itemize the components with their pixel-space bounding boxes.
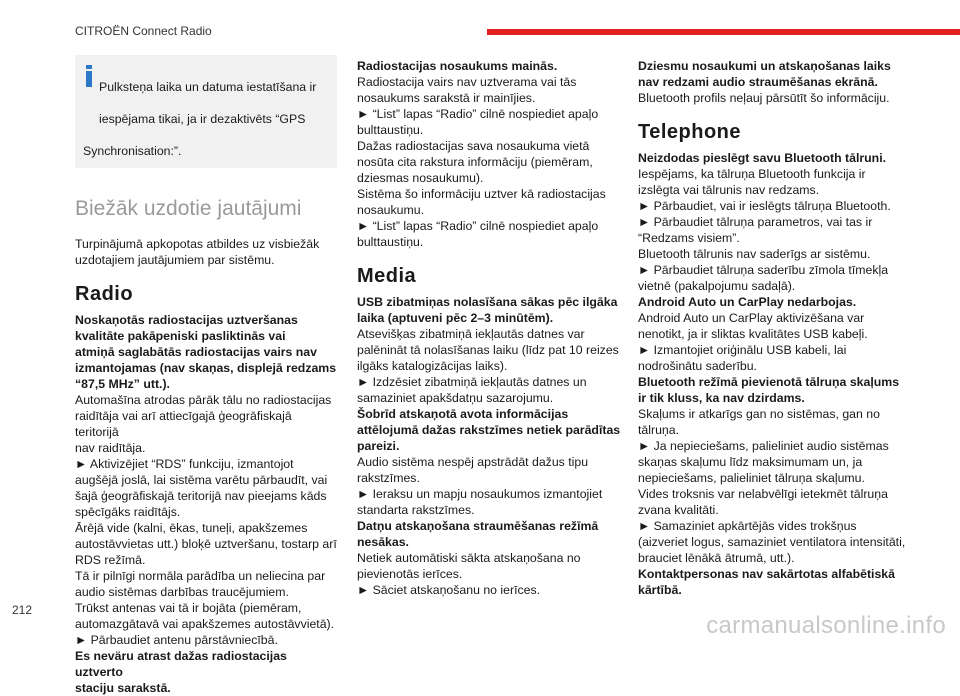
telephone-answer-2: Android Auto un CarPlay aktivizēšana var nenotikt, ja ir sliktas kvalitātes USB kabeļi. ► Izmantojiet oriģinālu USB kabeli, lai nodrošinātu saderību. (638, 311, 868, 373)
watermark: carmanualsonline.info (706, 612, 946, 639)
page-number: 212 (12, 603, 33, 617)
radio-heading: Radio (75, 283, 134, 305)
info-icon (86, 65, 92, 87)
media-answer-2: Audio sistēma nespēj apstrādāt dažus tipu rakstzīmes. ► Ieraksu un mapju nosaukumos izmantojiet standarta rakstzīmes. (357, 455, 603, 517)
media-heading: Media (357, 265, 417, 287)
radio-question-1: Noskaņotās radiostacijas uztveršanas kvalitāte pakāpeniski pasliktinās vai atmiņā saglabātās radiostacijas vairs nav izmantojamas (nav skaņas, displejā redzams “87,5 MHz” utt.). (75, 313, 337, 391)
faq-intro: Turpinājumā apkopotas atbildes uz visbiežāk uzdotajiem jautājumiem par sistēmu. (75, 237, 320, 267)
radio-question-3: Radiostacijas nosaukums mainās. (357, 59, 558, 73)
telephone-question-3: Bluetooth režīmā pievienotā tālruņa skaļums ir tik kluss, ka nav dzirdams. (638, 375, 900, 405)
column-left (75, 55, 337, 696)
telephone-heading: Telephone (638, 121, 742, 143)
media-question-3: Datņu atskaņošana straumēšanas režīmā nesākas. (357, 519, 599, 549)
telephone-question-2: Android Auto un CarPlay nedarbojas. (638, 295, 857, 309)
radio-answer-1: Automašīna atrodas pārāk tālu no radiostacijas raidītāja vai arī attiecīgajā ģeogrāfiskajā teritorijā nav raidītāja. ► Aktivizējiet “RDS” funkciju, izmantojot augšējā joslā, lai sistēma varētu pārbaudīt, vai šajā ģeogrāfiskajā teritorijā nav pieejams kāds spēcīgāks raidītājs. Ārējā vide (kalni, ēkas, tuneļi, apakšzemes autostāvvietas utt.) bloķē uztveršanu, tostarp arī RDS režīmā. Tā ir pilnīgi normāla parādība un neliecina par audio sistēmas darbības traucējumiem. Trūkst antenas vai tā ir bojāta (piemēram, automazgātavā vai apakšzemes autostāvvietā). ► Pārbaudiet antenu pārstāvniecībā. (75, 393, 337, 647)
column-right (638, 58, 910, 598)
telephone-question-4: Kontaktpersonas nav sakārtotas alfabētiskā kārtībā. (638, 567, 895, 597)
telephone-answer-3: Skaļums ir atkarīgs gan no sistēmas, gan no tālruņa. ► Ja nepieciešams, palieliniet audio sistēmas skaņas skaļumu līdz maksimumam un, ja nepieciešams, palieliniet tālruņa skaļumu. Vides troksnis var nelabvēlīgi ietekmēt tālruņa zvana kvalitāti. ► Samaziniet apkārtējās vides trokšņus (aizveriet logus, samaziniet ventilatora intensitāti, brauciet lēnākā ātrumā, utt.). (638, 407, 906, 565)
radio-answer-3: Radiostacija vairs nav uztverama vai tās nosaukums sarakstā ir mainījies. ► “List” lapas “Radio” cilnē nospiediet apaļo bulttaustiņu. Dažas radiostacijas sava nosaukuma vietā nosūta cita rakstura informāciju (piemēram, dziesmas nosaukumu). Sistēma šo informāciju uztver kā radiostacijas nosaukumu. ► “List” lapas “Radio” cilnē nospiediet apaļo bulttaustiņu. (357, 75, 606, 249)
info-note-text: Pulksteņa laika un datuma iestatīšana ir iespējama tikai, ja ir dezaktivēts “GPS Synchronisation:”. (83, 80, 317, 158)
media-question-2: Šobrīd atskaņotā avota informācijas attēlojumā dažas rakstzīmes netiek parādītas pareizi. (357, 407, 621, 453)
header-accent-bar (487, 29, 960, 35)
radio-question-2: Es neväru atrast dažas radiostacijas uztverto staciju sarakstā. (75, 649, 287, 695)
info-note-box (75, 55, 337, 168)
media-answer-4: Bluetooth profils neļauj pārsūtīt šo informāciju. (638, 91, 890, 105)
telephone-answer-1: Iespējams, ka tālruņa Bluetooth funkcija ir izslēgta vai tālrunis nav redzams. ► Pārbaudiet, vai ir ieslēgts tālruņa Bluetooth. ► Pārbaudiet tālruņa parametros, vai tas ir “Redzams visiem”. Bluetooth tālrunis nav saderīgs ar sistēmu. ► Pārbaudiet tālruņa saderību zīmola tīmekļa vietnē (pakalpojumu sadaļā). (638, 167, 891, 293)
telephone-question-1: Neizdodas pieslēgt savu Bluetooth tālruni. (638, 151, 887, 165)
media-answer-1: Atsevišķas zibatmiņā iekļautās datnes var palēnināt tā nolasīšanas laiku (līdz pat 10 reizes ilgāks katalogizācijas laiks). ► Izdzēsiet zibatmiņā iekļautās datnes un samaziniet apakšdatņu sazarojumu. (357, 327, 619, 405)
running-header: CITROËN Connect Radio (75, 24, 212, 38)
media-question-1: USB zibatmiņas nolasīšana sākas pēc ilgāka laika (aptuveni pēc 2–3 minūtēm). (357, 295, 618, 325)
media-answer-3: Netiek automātiski sākta atskaņošana no pievienotās ierīces. ► Sāciet atskaņošanu no ierīces. (357, 551, 581, 597)
media-question-4: Dziesmu nosaukumi un atskaņošanas laiks nav redzami audio straumēšanas ekrānā. (638, 59, 891, 89)
faq-heading: Biežāk uzdotie jautājumi (75, 197, 302, 220)
column-middle (357, 58, 627, 598)
